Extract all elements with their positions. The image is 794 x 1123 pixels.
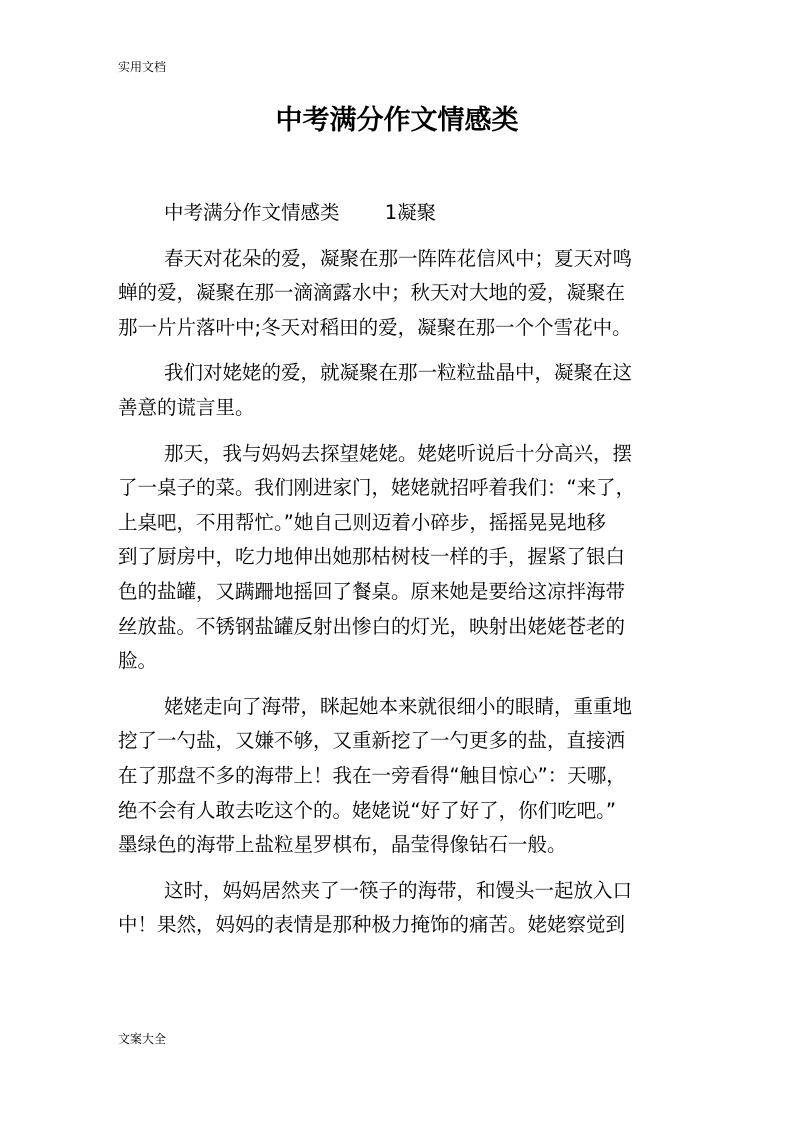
text-line: 挖了一勺盐，又嫌不够，又重新挖了一勺更多的盐，直接洒 bbox=[118, 729, 626, 753]
text-line: 了一桌子的菜。我们刚进家门，姥姥就招呼着我们：“来了， bbox=[118, 476, 636, 500]
article-body bbox=[118, 196, 688, 943]
text-line: 在了那盘不多的海带上！我在一旁看得“触目惊心”：天哪， bbox=[118, 763, 626, 787]
text-line: 上桌吧，不用帮忙。”她自己则迈着小碎步，摇摇晃晃地移 bbox=[118, 510, 606, 534]
text-line: 绝不会有人敢去吃这个的。姥姥说“好了好了，你们吃吧。” bbox=[118, 798, 616, 822]
paragraph bbox=[118, 874, 688, 943]
subtitle-line: 中考满分作文情感类 1凝聚 bbox=[164, 201, 437, 224]
text-line: 我们对姥姥的爱，就凝聚在那一粒粒盐晶中，凝聚在这 bbox=[164, 361, 633, 385]
paragraph bbox=[118, 437, 688, 679]
text-line: 丝放盐。不锈钢盐罐反射出惨白的灯光，映射出姥姥苍老的 bbox=[118, 614, 626, 638]
text-line: 墨绿色的海带上盐粒星罗棋布，晶莹得像钻石一般。 bbox=[118, 833, 567, 857]
paragraph bbox=[118, 242, 688, 346]
text-line: 到了厨房中，吃力地伸出她那枯树枝一样的手，握紧了银白 bbox=[118, 545, 626, 569]
text-line: 这时，妈妈居然夹了一筷子的海带，和馒头一起放入口 bbox=[164, 878, 633, 902]
text-line: 脸。 bbox=[118, 649, 158, 673]
text-line: 那一片片落叶中;冬天对稻田的爱，凝聚在那一个个雪花中。 bbox=[118, 315, 632, 339]
paragraph bbox=[118, 356, 688, 425]
text-line: 色的盐罐，又蹒跚地摇回了餐桌。原来她是要给这凉拌海带 bbox=[118, 579, 626, 603]
text-line: 善意的谎言里。 bbox=[118, 395, 255, 419]
text-line: 姥姥走向了海带，眯起她本来就很细小的眼睛，重重地 bbox=[164, 694, 633, 718]
footer-label: 文案大全 bbox=[118, 1032, 167, 1046]
page-title: 中考满分作文情感类 bbox=[275, 105, 519, 136]
text-line: 春天对花朵的爱，凝聚在那一阵阵花信风中；夏天对鸣 bbox=[164, 246, 633, 270]
text-line: 中！果然，妈妈的表情是那种极力掩饰的痛苦。姥姥察觉到 bbox=[118, 913, 626, 937]
text-line: 那天，我与妈妈去探望姥姥。姥姥听说后十分高兴，摆 bbox=[164, 441, 633, 465]
text-line: 蝉的爱，凝聚在那一滴滴露水中；秋天对大地的爱，凝聚在 bbox=[118, 281, 626, 305]
paragraph bbox=[118, 690, 688, 863]
header-label: 实用文档 bbox=[118, 60, 167, 74]
